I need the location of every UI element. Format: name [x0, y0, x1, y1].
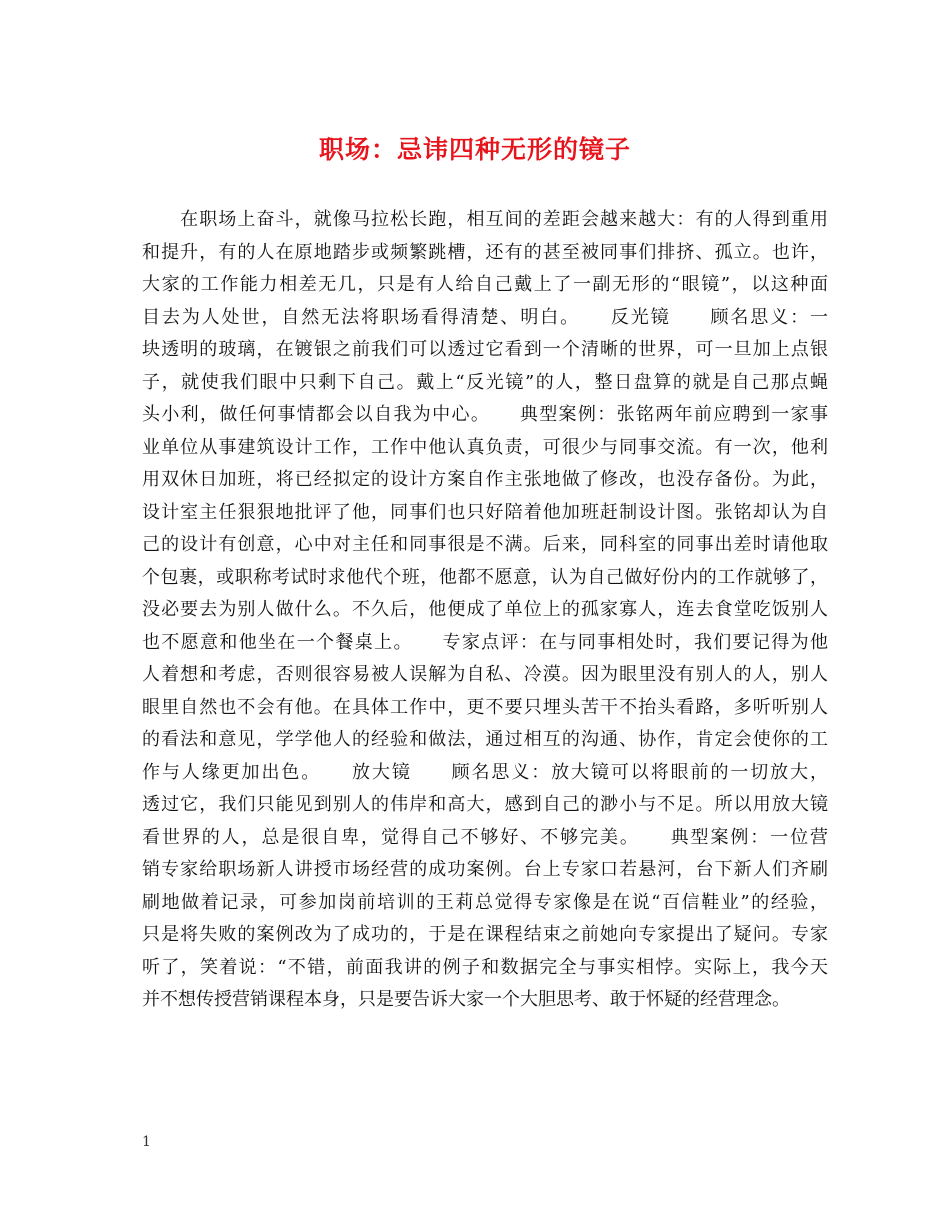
body-text: [142, 204, 828, 1017]
text-line: 用双休日加班，将已经拟定的设计方案自作主张地做了修改，也没存备份。为此，: [142, 469, 828, 490]
text-line: 听了，笑着说：“不错，前面我讲的例子和数据完全与事实相悖。实际上，我今天: [142, 956, 828, 978]
text-line: 并不想传授营销课程本身，只是要告诉大家一个大胆思考、敢于怀疑的经营理念。: [142, 989, 790, 1010]
text-line: 的看法和意见，学学他人的经验和做法，通过相互的沟通、协作，肯定会使你的工: [142, 729, 828, 750]
text-line: 业单位从事建筑设计工作，工作中他认真负责，可很少与同事交流。有一次，他利: [142, 436, 828, 458]
text-line: 作与人缘更加出色。 放大镜 顾名思义：放大镜可以将眼前的一切放大，: [142, 761, 828, 783]
text-line: 己的设计有创意，心中对主任和同事很是不满。后来，同科室的同事出差时请他取: [142, 534, 828, 555]
text-line: 人着想和考虑，否则很容易被人误解为自私、冷漠。因为眼里没有别人的人，别人: [142, 664, 828, 685]
text-line: 在职场上奋斗，就像马拉松长跑，相互间的差距会越来越大：有的人得到重用: [142, 209, 828, 230]
text-line: 透过它，我们只能见到别人的伟岸和高大，感到自己的渺小与不足。所以用放大镜: [142, 794, 828, 815]
text-line: 大家的工作能力相差无几，只是有人给自己戴上了一副无形的“眼镜”，以这种面: [142, 274, 828, 295]
text-line: 个包裹，或职称考试时求他代个班，他都不愿意，认为自己做好份内的工作就够了，: [142, 566, 828, 588]
text-line: 设计室主任狠狠地批评了他，同事们也只好陪着他加班赶制设计图。张铭却认为自: [142, 501, 828, 523]
text-line: 没必要去为别人做什么。不久后，他便成了单位上的孤家寡人，连去食堂吃饭别人: [142, 599, 828, 620]
text-line: 子，就使我们眼中只剩下自己。戴上“反光镜”的人，整日盘算的就是自己那点蝇: [142, 371, 828, 393]
page-number: 1: [142, 1134, 151, 1150]
text-line: 眼里自然也不会有他。在具体工作中，更不要只埋头苦干不抬头看路，多听听别人: [142, 696, 828, 718]
text-line: 目去为人处世，自然无法将职场看得清楚、明白。 反光镜 顾名思义：一: [142, 306, 828, 328]
text-line: 销专家给职场新人讲授市场经营的成功案例。台上专家口若悬河，台下新人们齐刷: [142, 859, 828, 880]
document-title: 职场：忌讳四种无形的镜子: [318, 135, 631, 164]
text-line: 块透明的玻璃，在镀银之前我们可以透过它看到一个清晰的世界，可一旦加上点银: [142, 339, 828, 360]
text-line: 和提升，有的人在原地踏步或频繁跳槽，还有的甚至被同事们排挤、孤立。也许，: [142, 241, 828, 263]
text-line: 只是将失败的案例改为了成功的，于是在课程结束之前她向专家提出了疑问。专家: [142, 924, 828, 945]
text-line: 看世界的人，总是很自卑，觉得自己不够好、不够完美。 典型案例：一位营: [142, 826, 828, 848]
text-line: 也不愿意和他坐在一个餐桌上。 专家点评：在与同事相处时，我们要记得为他: [142, 631, 828, 653]
text-line: 头小利，做任何事情都会以自我为中心。 典型案例：张铭两年前应聘到一家事: [142, 404, 828, 425]
text-line: 刷地做着记录，可参加岗前培训的王莉总觉得专家像是在说“百信鞋业”的经验，: [142, 891, 828, 913]
